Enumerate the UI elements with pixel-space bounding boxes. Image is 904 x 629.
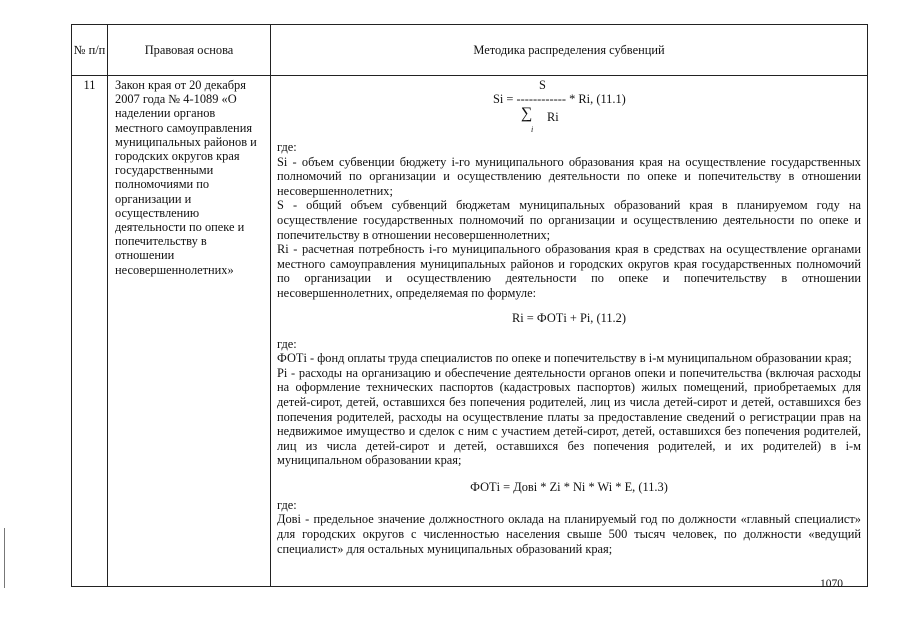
definition-si: Si - объем субвенции бюджету i-го муниципального образования края на осуществление государственных полномочий по организации и осуществлению деятельности по опеке и попечительству в отношении несовершеннолетних; (277, 154, 861, 198)
definition-foti: ФОТi - фонд оплаты труда специалистов по опеке и попечительству в i-м муниципальном образовании края; (277, 351, 852, 366)
where-label-3: где: (277, 497, 297, 512)
row-method (271, 76, 868, 587)
table-row (72, 76, 868, 587)
formula-11-2: Ri = ФОТi + Pi, (11.2) (512, 310, 626, 325)
formula-11-3: ФОТi = Довi * Zi * Ni * Wi * E, (11.3) (470, 479, 668, 494)
row-num: 11 (72, 76, 108, 587)
formula1-denominator: Ri (547, 110, 559, 124)
formula1-main: Si = ------------ * Ri, (11.1) (493, 92, 626, 106)
table-header-row (72, 25, 868, 76)
where-label-1: где: (277, 140, 297, 154)
definition-pi: Pi - расходы на организацию и обеспечение деятельности органов опеки и попечительства (включая расходы на оформление технических паспортов (кадастровых паспортов) жилых помещений, приобретаемых для детей-сирот, детей, оставшихся без попечения родителей, лиц из числа детей-сирот и детей, оставшихся без попечения родителей, расходы на осуществление платы за предоставление сведений о регистрации прав на недвижимое имущество и сделок с ним с участием детей-сирот, детей, оставшихся без попечения родителей, лиц из числа детей-сирот и детей, оставшихся без попечения родителей, и их родителей) в i-м муниципальном образовании края; (277, 365, 861, 468)
row-basis: Закон края от 20 декабря 2007 года № 4-1089 «О наделении органов местного самоуправления муниципальных районов и городских округов края государственными полномочиями по организации и осуществлению деятельности по опеке и попечительству в отношении несовершеннолетних» (108, 76, 271, 587)
formula-11-1 (277, 78, 861, 140)
sigma-subscript: i (531, 125, 534, 134)
header-num (72, 25, 108, 76)
definition-dovi: Довi - предельное значение должностного оклада на планируемый год по должности «главный специалист» для городских округов с численностью населения свыше 500 тысяч человек, по должности «ведущий специалист» для остальных муниципальных образований края; (277, 512, 861, 556)
header-num-text: № п/п (73, 43, 106, 57)
header-basis: Правовая основа (108, 25, 271, 76)
definition-s: S - общий объем субвенций бюджетам муниципальных образований края в планируемом году на осуществление государственных полномочий по организации и осуществлению деятельности по опеке и попечительству в отношении несовершеннолетних; (277, 198, 861, 242)
header-method: Методика распределения субвенций (271, 25, 868, 76)
definition-ri: Ri - расчетная потребность i-го муниципального образования края в средствах на осуществление органами местного самоуправления муниципальных районов и городских округов края государственных полномочий по организации и осуществлению деятельности по опеке и попечительству в отношении несовершеннолетних, определяемая по формуле: (277, 242, 861, 300)
sigma-symbol: ∑ (521, 105, 533, 122)
scan-edge-mark (4, 528, 5, 588)
where-label-2: где: (277, 336, 297, 351)
page-number: 1070 (820, 578, 843, 590)
formula1-numerator: S (539, 78, 546, 92)
distribution-table (71, 24, 868, 587)
